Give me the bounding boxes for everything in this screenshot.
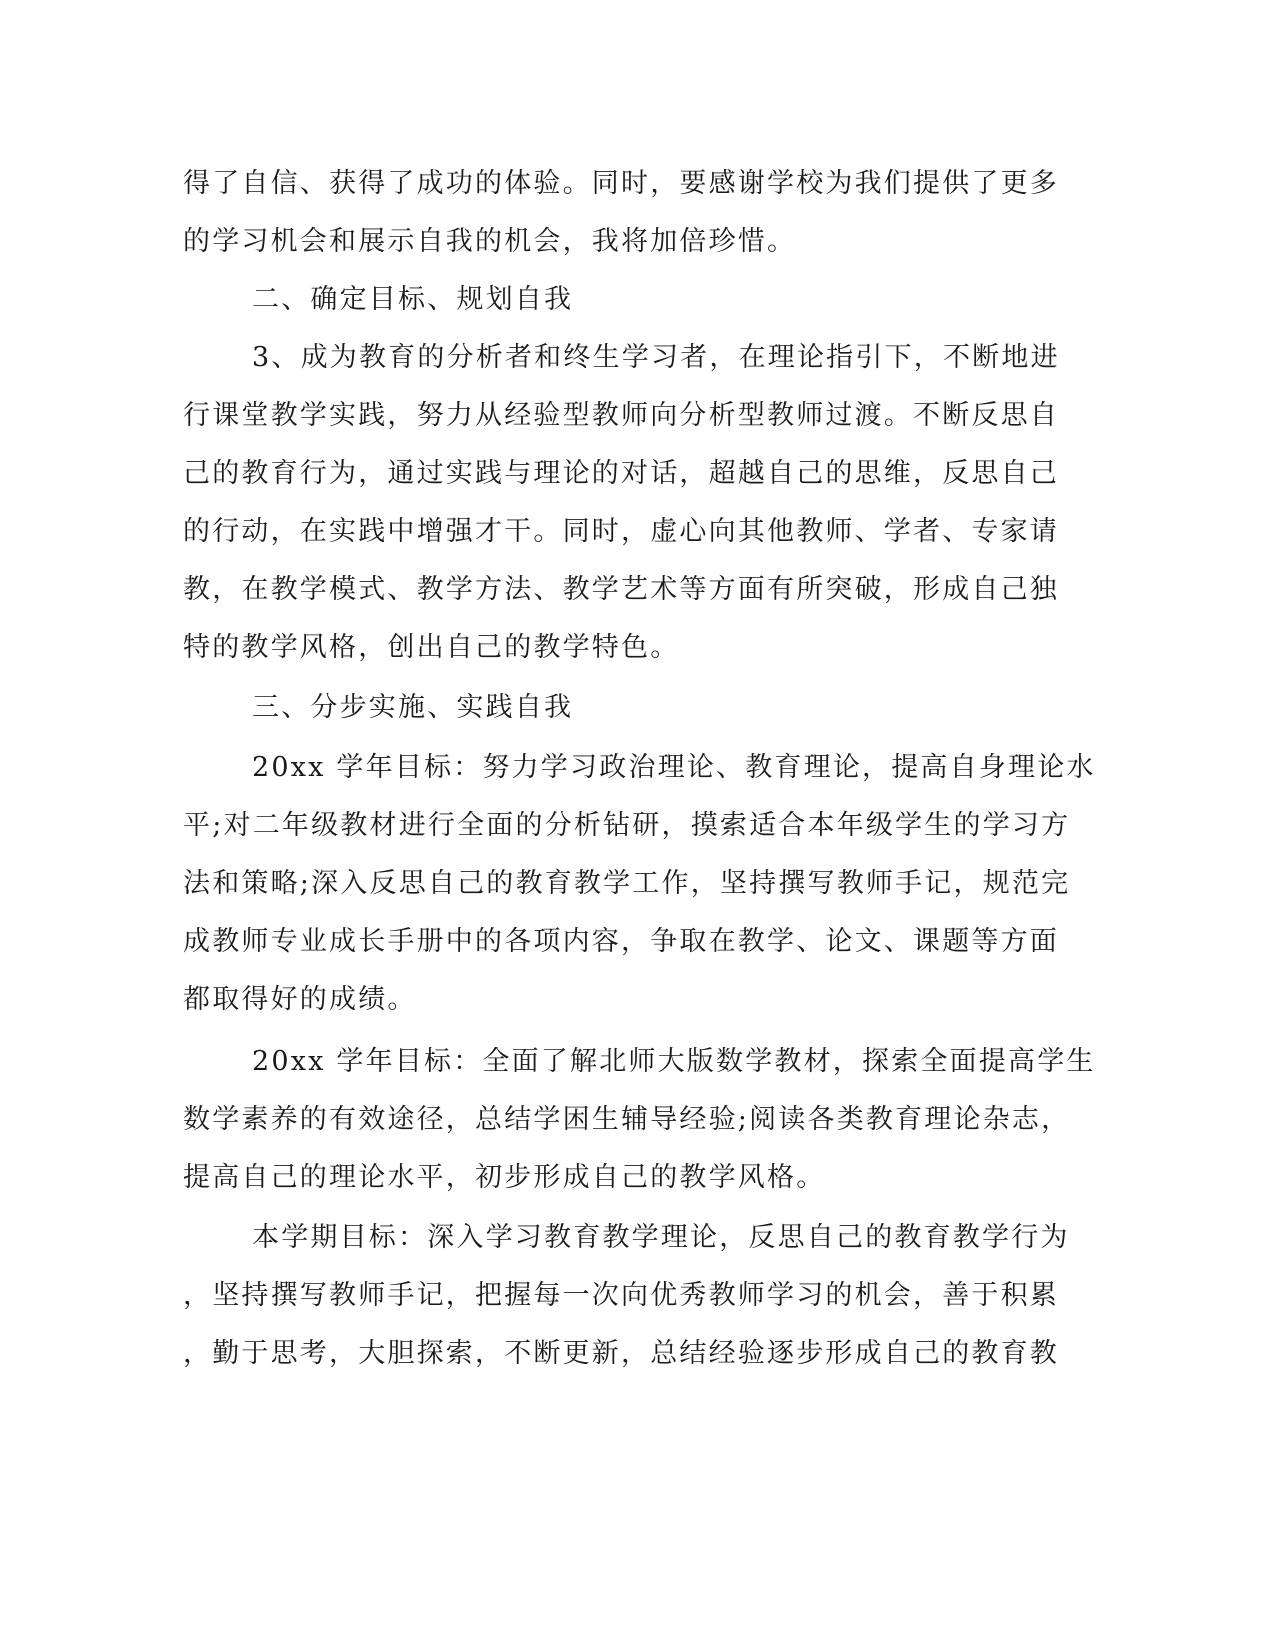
text-line: 20xx 学年目标：全面了解北师大版数学教材，探索全面提高学生 xyxy=(252,1046,1096,1077)
text-line: ，坚持撰写教师手记，把握每一次向优秀教师学习的机会，善于积累 xyxy=(183,1280,1059,1311)
text-line: 本学期目标：深入学习教育教学理论，反思自己的教育教学行为 xyxy=(252,1222,1070,1253)
text-line: 己的教育行为，通过实践与理论的对话，超越自己的思维，反思自己 xyxy=(183,458,1059,489)
text-line: 行课堂教学实践，努力从经验型教师向分析型教师过渡。不断反思自 xyxy=(183,400,1059,431)
text-line: 教，在教学模式、教学方法、教学艺术等方面有所突破，形成自己独 xyxy=(183,574,1059,605)
text-line: 法和策略;深入反思自己的教育教学工作，坚持撰写教师手记，规范完 xyxy=(183,868,1071,899)
text-line: 特的教学风格，创出自己的教学特色。 xyxy=(183,632,680,663)
text-line: 得了自信、获得了成功的体验。同时，要感谢学校为我们提供了更多 xyxy=(183,168,1059,199)
text-line: 3、成为教育的分析者和终生学习者，在理论指引下，不断地进 xyxy=(252,342,1060,373)
text-line: 的行动，在实践中增强才干。同时，虚心向其他教师、学者、专家请 xyxy=(183,516,1059,547)
text-line: 平;对二年级教材进行全面的分析钻研，摸索适合本年级学生的学习方 xyxy=(183,810,1071,841)
text-line: 的学习机会和展示自我的机会，我将加倍珍惜。 xyxy=(183,226,797,257)
text-line: 都取得好的成绩。 xyxy=(183,984,417,1015)
text-line: 提高自己的理论水平，初步形成自己的教学风格。 xyxy=(183,1162,826,1193)
text-line: 20xx 学年目标：努力学习政治理论、教育理论，提高自身理论水 xyxy=(252,752,1096,783)
text-line: ，勤于思考，大胆探索，不断更新，总结经验逐步形成自己的教育教 xyxy=(183,1338,1059,1369)
text-line: 成教师专业成长手册中的各项内容，争取在教学、论文、课题等方面 xyxy=(183,926,1059,957)
section-heading: 二、确定目标、规划自我 xyxy=(252,284,574,315)
text-line: 数学素养的有效途径，总结学困生辅导经验;阅读各类教育理论杂志， xyxy=(183,1104,1071,1135)
section-heading: 三、分步实施、实践自我 xyxy=(252,692,574,723)
